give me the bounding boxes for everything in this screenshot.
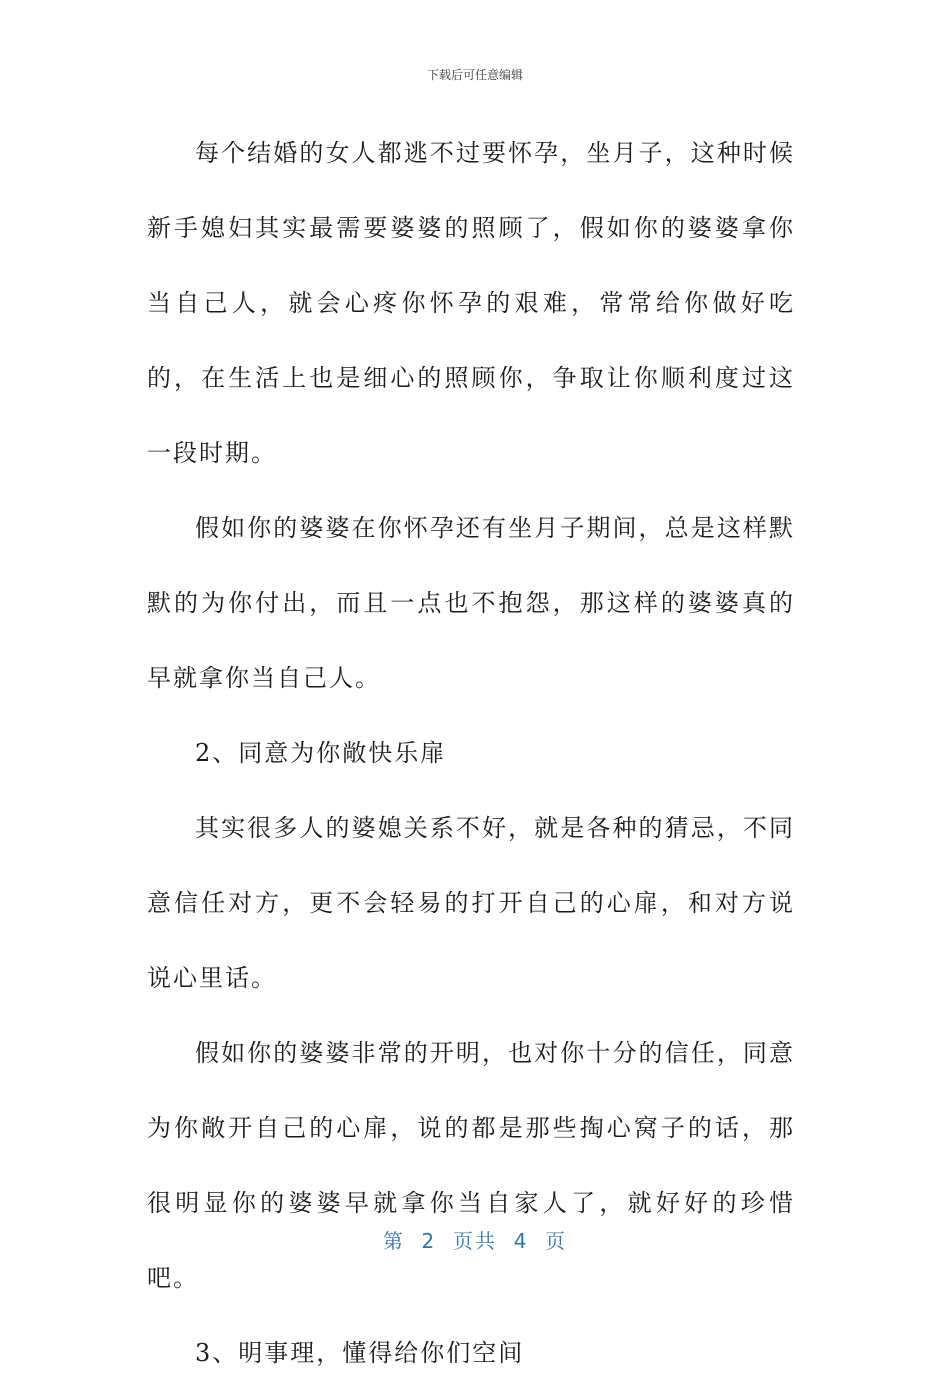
- paragraph-pregnancy-care: 每个结婚的女人都逃不过要怀孕，坐月子，这种时候新手媳妇其实最需要婆婆的照顾了，假如你的婆婆拿你当自己人，就会心疼你怀孕的艰难，常常给你做好吃的，在生活上也是细心的照顾你，争取让你顺利度过这一段时期。: [147, 139, 795, 467]
- section-heading-3: 3、明事理，懂得给你们空间: [195, 1339, 525, 1367]
- paragraph-suspicion: 其实很多人的婆媳关系不好，就是各种的猜忌，不同意信任对方，更不会轻易的打开自己的心扉，和对方说说心里话。: [147, 814, 795, 992]
- page-footer: [0, 1225, 950, 1254]
- page-number: 第 2 页共 4 页: [382, 1229, 568, 1253]
- document-body: [147, 116, 795, 1391]
- header-text: 下载后可任意编辑: [426, 68, 523, 82]
- paragraph-silent-devotion: 假如你的婆婆在你怀孕还有坐月子期间，总是这样默默的为你付出，而且一点也不抱怨，那这样的婆婆真的早就拿你当自己人。: [147, 514, 795, 692]
- section-heading-2: 2、同意为你敞快乐扉: [195, 739, 447, 767]
- page-header: [0, 66, 950, 83]
- paragraph-open-heart: 假如你的婆婆非常的开明，也对你十分的信任，同意为你敞开自己的心扉，说的都是那些掏心窝子的话，那很明显你的婆婆早就拿你当自家人了，就好好的珍惜吧。: [147, 1039, 795, 1292]
